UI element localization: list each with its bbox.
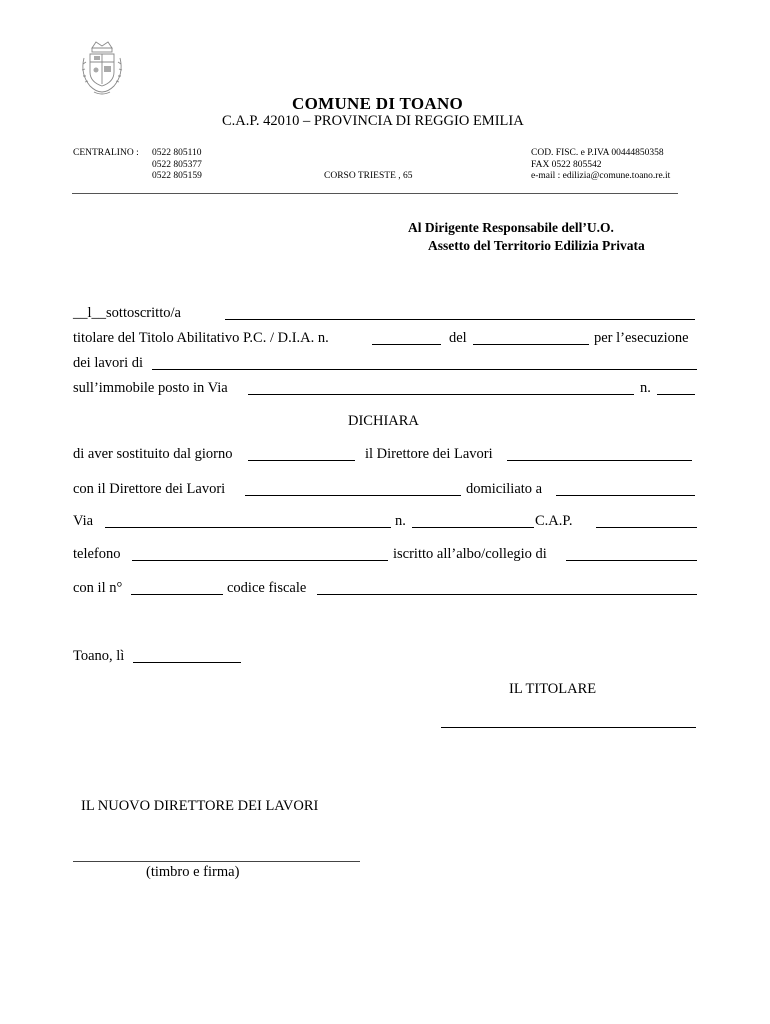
timbro-label: (timbro e firma) [146, 864, 240, 880]
titolo-date-field[interactable] [473, 344, 589, 345]
sottoscritto-field[interactable] [225, 319, 695, 320]
centralino-label: CENTRALINO : [73, 148, 139, 158]
codice-fiscale-label: codice fiscale [227, 580, 307, 596]
civico-label: n. [640, 380, 651, 396]
telefono-label: telefono [73, 546, 121, 562]
recipient-line-1: Al Dirigente Responsabile dell’U.O. [408, 220, 614, 235]
telefono-field[interactable] [132, 560, 388, 561]
con-il-n-label: con il n° [73, 580, 123, 596]
esecuzione-label: per l’esecuzione [594, 330, 689, 346]
lavori-field[interactable] [152, 369, 697, 370]
cap-field[interactable] [596, 527, 697, 528]
numero-field[interactable] [412, 527, 534, 528]
recipient-line-2: Assetto del Territorio Edilizia Privata [428, 238, 645, 253]
luogo-label: Toano, lì [73, 648, 125, 664]
codice-fiscale-field[interactable] [317, 594, 697, 595]
header-divider [72, 193, 678, 194]
sostituito-date-field[interactable] [248, 460, 355, 461]
coat-of-arms-logo [76, 38, 128, 98]
tax-code: COD. FISC. e P.IVA 00444850358 [531, 148, 664, 158]
new-director-field[interactable] [245, 495, 461, 496]
iscritto-label: iscritto all’albo/collegio di [393, 546, 547, 562]
phone-2: 0522 805377 [152, 160, 202, 170]
via-field[interactable] [105, 527, 391, 528]
municipality-title: COMUNE DI TOANO [292, 94, 464, 113]
phone-1: 0522 805110 [152, 148, 202, 158]
lavori-label: dei lavori di [73, 355, 144, 371]
old-director-field[interactable] [507, 460, 692, 461]
dichiara-heading: DICHIARA [348, 413, 419, 429]
via-label: Via [73, 513, 94, 529]
phone-3: 0522 805159 [152, 171, 202, 181]
sottoscritto-label: __l__sottoscritto/a [73, 305, 181, 321]
con-direttore-label: con il Direttore dei Lavori [73, 481, 226, 497]
nuovo-direttore-label: IL NUOVO DIRETTORE DEI LAVORI [81, 798, 319, 814]
albo-field[interactable] [566, 560, 697, 561]
numero-label: n. [395, 513, 406, 529]
email-address: e-mail : edilizia@comune.toano.re.it [531, 171, 671, 181]
titolo-label: titolare del Titolo Abilitativo P.C. / D.I.A. n. [73, 330, 329, 346]
nuovo-direttore-signature-field[interactable] [73, 861, 360, 862]
domiciliato-field[interactable] [556, 495, 695, 496]
titolare-label: IL TITOLARE [509, 681, 597, 697]
del-label: del [449, 330, 467, 346]
date-field[interactable] [133, 662, 241, 663]
civico-field[interactable] [657, 394, 695, 395]
titolo-number-field[interactable] [372, 344, 441, 345]
titolare-signature-field[interactable] [441, 727, 696, 728]
cap-label: C.A.P. [535, 513, 573, 529]
sostituito-label: di aver sostituito dal giorno [73, 446, 233, 462]
direttore-label: il Direttore dei Lavori [365, 446, 493, 462]
albo-number-field[interactable] [131, 594, 223, 595]
street-address: CORSO TRIESTE , 65 [324, 171, 413, 181]
immobile-label: sull’immobile posto in Via [73, 380, 228, 396]
fax-number: FAX 0522 805542 [531, 160, 602, 170]
domiciliato-label: domiciliato a [466, 481, 543, 497]
municipality-subtitle: C.A.P. 42010 – PROVINCIA DI REGGIO EMILIA [222, 113, 524, 129]
via-immobile-field[interactable] [248, 394, 634, 395]
